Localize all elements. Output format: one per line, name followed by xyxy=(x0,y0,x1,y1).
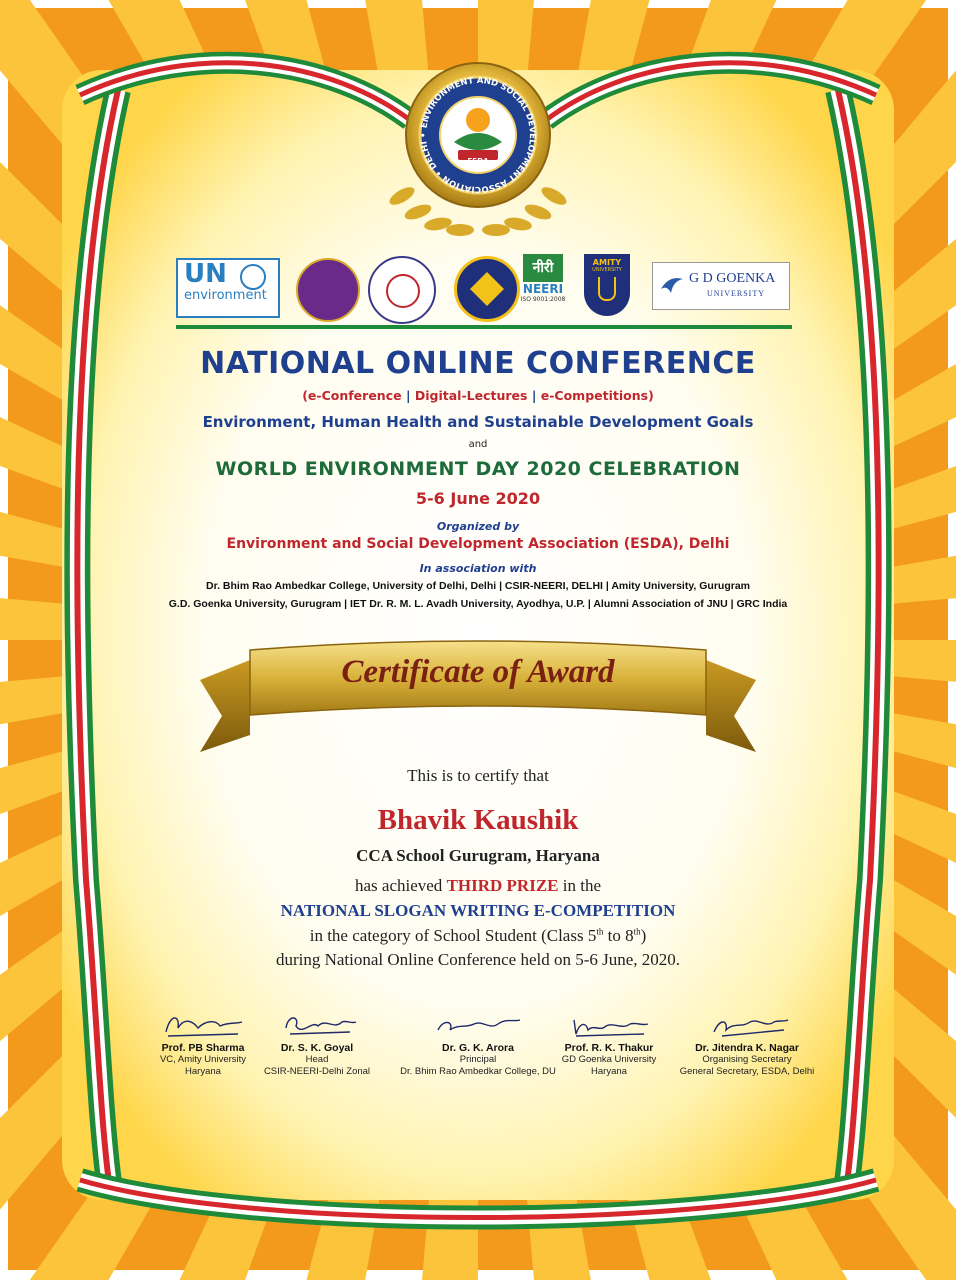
subtitle-separator: | xyxy=(527,388,541,403)
during-line: during National Online Conference held on 5-6 June, 2020. xyxy=(275,950,681,969)
category-post: ) xyxy=(640,926,647,945)
university-of-delhi-logo-icon xyxy=(296,258,360,322)
category-line xyxy=(0,926,956,946)
neeri-iso-text: ISO 9001:2008 xyxy=(520,296,566,303)
conference-theme: Environment, Human Health and Sustainable Development Goals xyxy=(202,413,754,431)
signatory-name: Prof. PB Sharma xyxy=(161,1042,245,1054)
signature-block xyxy=(232,1010,402,1078)
un-logo-text: UN xyxy=(184,259,227,289)
handwritten-signature-icon xyxy=(272,1010,362,1040)
goenka-name-text: G D GOENKA xyxy=(689,271,776,286)
iet-avadh-logo-icon xyxy=(454,256,520,322)
handwritten-signature-icon xyxy=(564,1010,654,1040)
neeri-logo xyxy=(520,254,566,316)
certify-text: This is to certify that xyxy=(407,766,549,785)
signatory-title: Head xyxy=(305,1054,329,1065)
achieved-pre: has achieved xyxy=(354,876,447,895)
in-association-label: In association with xyxy=(419,562,537,575)
recipient-school: CCA School Gurugram, Haryana xyxy=(356,846,600,865)
un-logo-subtext: environment xyxy=(184,288,267,303)
conference-subtitle xyxy=(0,388,956,403)
signatory-org: Haryana xyxy=(185,1066,221,1077)
amity-flame-icon xyxy=(598,277,616,301)
event-title: WORLD ENVIRONMENT DAY 2020 CELEBRATION xyxy=(215,458,741,480)
award-title: Certificate of Award xyxy=(341,654,615,690)
partners-line-2: G.D. Goenka University, Gurugram | IET Dr. R. M. L. Avadh University, Ayodhya, U.P. | Alumni Association of JNU | GRC India xyxy=(168,598,788,610)
seal-badge-text: ESDA xyxy=(467,157,489,165)
signatory-title: Organising Secretary xyxy=(702,1054,792,1065)
esda-seal-ring xyxy=(406,63,550,207)
goenka-sub-text: UNIVERSITY xyxy=(707,289,765,298)
achieved-post: in the xyxy=(558,876,601,895)
organized-by-label: Organized by xyxy=(436,520,520,533)
signatory-name: Dr. S. K. Goyal xyxy=(280,1042,354,1054)
amity-sub-text: UNIVERSITY xyxy=(592,267,622,273)
signature-block xyxy=(662,1010,832,1078)
subtitle-part-3: e-Competitions) xyxy=(540,388,654,403)
achievement-line xyxy=(0,876,956,896)
seal-ring-text: ENVIRONMENT AND SOCIAL DEVELOPMENT ASSOCIATION • DELHI • xyxy=(418,75,538,195)
handwritten-signature-icon xyxy=(702,1010,792,1040)
neeri-hindi-text: नीरी xyxy=(523,254,563,282)
gd-goenka-logo xyxy=(652,262,790,310)
signatory-name: Prof. R. K. Thakur xyxy=(564,1042,654,1054)
subtitle-part-1: (e-Conference xyxy=(302,388,402,403)
neeri-name-text: NEERI xyxy=(522,282,564,296)
signatory-name: Dr. G. K. Arora xyxy=(442,1042,514,1054)
category-sup-1: th xyxy=(596,926,604,937)
signatory-title: GD Goenka University xyxy=(561,1054,657,1065)
and-text: and xyxy=(468,439,488,450)
category-sup-2: th xyxy=(633,926,641,937)
competition-name: NATIONAL SLOGAN WRITING E-COMPETITION xyxy=(280,901,676,920)
page-title: NATIONAL ONLINE CONFERENCE xyxy=(200,346,756,381)
ambedkar-college-logo-icon xyxy=(368,256,436,324)
signatory-title: VC, Amity University xyxy=(159,1054,247,1065)
organizer-name: Environment and Social Development Association (ESDA), Delhi xyxy=(226,536,730,552)
event-dates: 5-6 June 2020 xyxy=(415,489,541,508)
signatory-org: Haryana xyxy=(591,1066,627,1077)
signatory-org: CSIR-NEERI-Delhi Zonal xyxy=(263,1066,371,1077)
prize-text: THIRD PRIZE xyxy=(446,876,559,895)
subtitle-part-2: Digital-Lectures xyxy=(414,388,528,403)
un-environment-logo xyxy=(176,258,280,318)
handwritten-signature-icon xyxy=(428,1010,528,1040)
subtitle-separator: | xyxy=(401,388,415,403)
svg-text:ENVIRONMENT AND SOCIAL DEVELOP xyxy=(419,76,537,194)
amity-name-text: AMITY xyxy=(592,258,622,267)
category-mid: to 8 xyxy=(603,926,634,945)
signatory-title: Principal xyxy=(459,1054,497,1065)
bird-icon xyxy=(659,273,685,297)
category-pre: in the category of School Student (Class 5 xyxy=(309,926,597,945)
signatory-org: Dr. Bhim Rao Ambedkar College, DU xyxy=(400,1066,556,1077)
partners-line-1: Dr. Bhim Rao Ambedkar College, University of Delhi, Delhi | CSIR-NEERI, DELHI | Amity University, Gurugram xyxy=(205,580,750,592)
signatory-org: General Secretary, ESDA, Delhi xyxy=(679,1066,815,1077)
amity-university-logo xyxy=(584,254,630,316)
recipient-name: Bhavik Kaushik xyxy=(377,804,579,836)
signatory-name: Dr. Jitendra K. Nagar xyxy=(695,1042,799,1054)
globe-icon xyxy=(240,264,266,290)
